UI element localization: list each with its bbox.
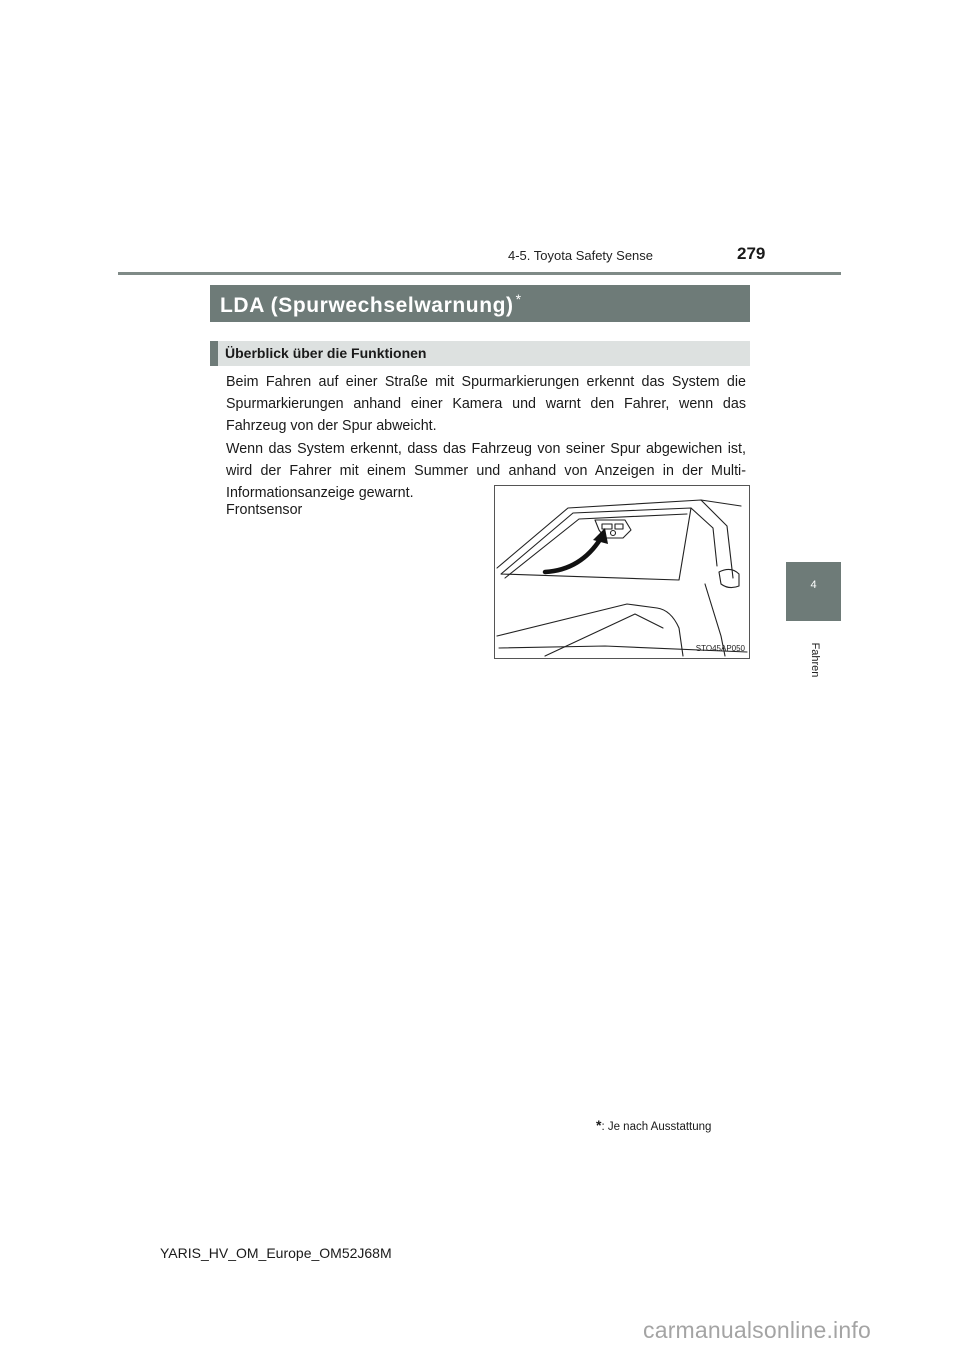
watermark: carmanualsonline.info	[643, 1317, 871, 1343]
footnote-marker: *	[596, 1117, 602, 1133]
windshield-camera-illustration	[495, 486, 749, 658]
front-sensor-label: Frontsensor	[226, 502, 303, 518]
footnote-text: : Je nach Ausstattung	[601, 1121, 712, 1133]
chapter-tab-label: Fahren	[809, 642, 821, 678]
chapter-tab: 4	[786, 562, 841, 621]
front-sensor-figure	[494, 485, 750, 659]
section-reference: 4-5. Toyota Safety Sense	[508, 248, 654, 263]
figure-code: STO45AP050	[695, 644, 745, 653]
body-paragraph-2: Wenn das System erkennt, dass das Fahrzeug von seiner Spur abgewichen ist, wird der Fahrer mit einem Summer und anhand von Anzeigen in der Multi-Informationsanzeige gewarnt.	[226, 441, 746, 501]
header-divider	[118, 272, 841, 275]
section-title-bar	[210, 285, 750, 322]
section-title: LDA (Spurwechselwarnung)	[220, 294, 514, 317]
optional-equipment-marker: *	[515, 291, 522, 307]
document-id: YARIS_HV_OM_Europe_OM52J68M	[160, 1245, 392, 1261]
body-paragraph-1: Beim Fahren auf einer Straße mit Spurmarkierungen erkennt das System die Spurmarkierungen anhand einer Kamera und warnt den Fahrer, wenn das Fahrzeug von der Spur abweicht.	[226, 374, 746, 434]
footnote	[596, 1117, 711, 1133]
page-number: 279	[737, 244, 766, 263]
subsection-title: Überblick über die Funktionen	[210, 341, 750, 366]
